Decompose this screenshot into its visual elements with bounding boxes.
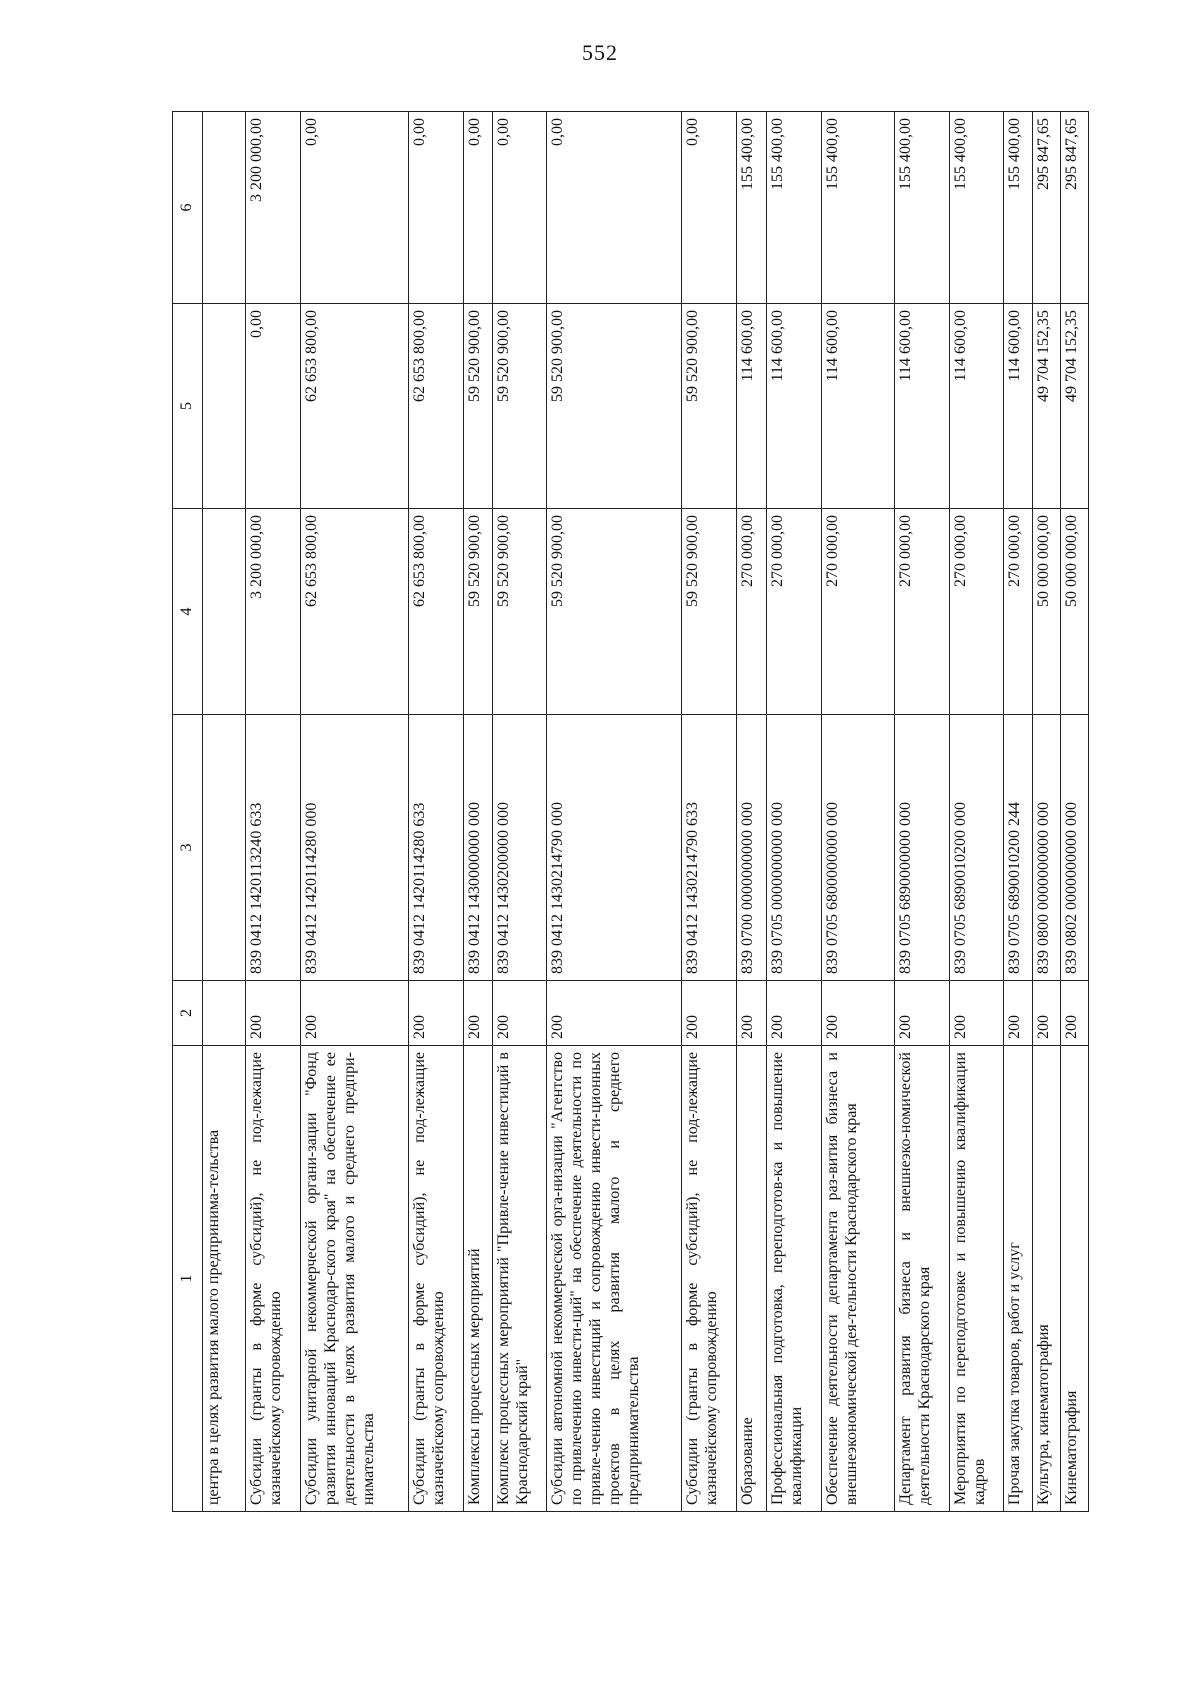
table-cell-3: 839 0705 0000000000 000 — [767, 715, 822, 981]
table-cell-6: 155 400,00 — [767, 112, 822, 304]
table-row — [950, 112, 1004, 1512]
table-row — [203, 112, 246, 1512]
table-cell-2: 200 — [682, 981, 737, 1046]
table-cell-4: 270 000,00 — [737, 509, 767, 715]
table-row — [1061, 112, 1089, 1512]
table-cell-6: 3 200 000,00 — [246, 112, 301, 304]
table-cell-3: 839 0412 1420114280 000 — [301, 715, 409, 981]
table-cell-1: Мероприятия по переподготовке и повышению квалификации кадров — [950, 1046, 1004, 1512]
table-cell-6: 155 400,00 — [950, 112, 1004, 304]
table-cell-2: 200 — [895, 981, 950, 1046]
table-cell-2: 200 — [1004, 981, 1033, 1046]
table-cell-4: 3 200 000,00 — [246, 509, 301, 715]
table-cell-2: 200 — [493, 981, 547, 1046]
table-cell-6: 295 847,65 — [1033, 112, 1061, 304]
table-cell-3: 839 0802 0000000000 000 — [1061, 715, 1089, 981]
table-cell-1: Образование — [737, 1046, 767, 1512]
table-row — [895, 112, 950, 1512]
table-cell-2: 200 — [737, 981, 767, 1046]
table-cell-5 — [203, 304, 246, 509]
table-cell-6: 0,00 — [301, 112, 409, 304]
table-cell-3: 839 0412 1430200000 000 — [493, 715, 547, 981]
table-cell-5: 114 600,00 — [767, 304, 822, 509]
table-cell-4: 59 520 900,00 — [547, 509, 682, 715]
table-cell-6: 0,00 — [493, 112, 547, 304]
table-cell-6: 0,00 — [464, 112, 493, 304]
rotated-table-wrapper — [172, 112, 1080, 1512]
table-cell-1: Культура, кинематография — [1033, 1046, 1061, 1512]
table-cell-5: 49 704 152,35 — [1061, 304, 1089, 509]
table-cell-5: 59 520 900,00 — [682, 304, 737, 509]
table-row — [547, 112, 682, 1512]
table-cell-4: 270 000,00 — [822, 509, 895, 715]
table-cell-1: Профессиональная подготовка, переподготов-ка и повышение квалификации — [767, 1046, 822, 1512]
table-cell-3: 839 0412 1420113240 633 — [246, 715, 301, 981]
table-cell-5: 59 520 900,00 — [464, 304, 493, 509]
table-cell-1: Комплекс процессных мероприятий "Привле-чение инвестиций в Краснодарский край" — [493, 1046, 547, 1512]
table-cell-3: 839 0412 1430000000 000 — [464, 715, 493, 981]
table-cell-4: 50 000 000,00 — [1061, 509, 1089, 715]
table-cell-5: 0,00 — [246, 304, 301, 509]
table-cell-4: 62 653 800,00 — [301, 509, 409, 715]
table-cell-5: 59 520 900,00 — [547, 304, 682, 509]
table-cell-1: Комплексы процессных мероприятий — [464, 1046, 493, 1512]
table-cell-2: 200 — [464, 981, 493, 1046]
table-cell-3: 839 0800 0000000000 000 — [1033, 715, 1061, 981]
table-cell-6: 0,00 — [682, 112, 737, 304]
table-cell-1: Субсидии (гранты в форме субсидий), не под-лежащие казначейскому сопровождению — [682, 1046, 737, 1512]
table-cell-5: 59 520 900,00 — [493, 304, 547, 509]
table-cell-3 — [203, 715, 246, 981]
header-cell: 2 — [173, 981, 203, 1046]
table-cell-6: 155 400,00 — [895, 112, 950, 304]
table-row — [464, 112, 493, 1512]
table-row — [767, 112, 822, 1512]
table-cell-1: Обеспечение деятельности департамента раз-вития бизнеса и внешнеэкономической дея-тельности Краснодарского края — [822, 1046, 895, 1512]
table-cell-1: Субсидии (гранты в форме субсидий), не под-лежащие казначейскому сопровождению — [409, 1046, 464, 1512]
table-cell-3: 839 0700 0000000000 000 — [737, 715, 767, 981]
table-row — [246, 112, 301, 1512]
table-row — [822, 112, 895, 1512]
table-cell-4: 50 000 000,00 — [1033, 509, 1061, 715]
table-row — [1004, 112, 1033, 1512]
table-cell-5: 62 653 800,00 — [301, 304, 409, 509]
table-cell-1: Субсидии унитарной некоммерческой органи-зации "Фонд развития инноваций Краснодар-ского края" на обеспечение ее деятельности в целях развития малого и среднего предпри-нимательства — [301, 1046, 409, 1512]
table-cell-1: Субсидии (гранты в форме субсидий), не под-лежащие казначейскому сопровождению — [246, 1046, 301, 1512]
table-cell-5: 114 600,00 — [895, 304, 950, 509]
table-cell-4: 270 000,00 — [895, 509, 950, 715]
table-cell-2: 200 — [822, 981, 895, 1046]
table-cell-4: 270 000,00 — [767, 509, 822, 715]
header-cell: 5 — [173, 304, 203, 509]
table-row — [1033, 112, 1061, 1512]
table-cell-5: 114 600,00 — [950, 304, 1004, 509]
table-cell-2: 200 — [409, 981, 464, 1046]
table-cell-4: 270 000,00 — [950, 509, 1004, 715]
table-cell-3: 839 0412 1430214790 000 — [547, 715, 682, 981]
table-cell-4: 62 653 800,00 — [409, 509, 464, 715]
table-cell-6: 155 400,00 — [822, 112, 895, 304]
table-cell-6: 0,00 — [409, 112, 464, 304]
table-cell-4 — [203, 509, 246, 715]
table-cell-1: Кинематография — [1061, 1046, 1089, 1512]
header-cell: 1 — [173, 1046, 203, 1512]
page-number: 552 — [582, 40, 618, 65]
table-cell-6 — [203, 112, 246, 304]
table-cell-4: 59 520 900,00 — [464, 509, 493, 715]
table-cell-3: 839 0705 6890010200 244 — [1004, 715, 1033, 981]
table-cell-2 — [203, 981, 246, 1046]
table-cell-2: 200 — [1033, 981, 1061, 1046]
table-cell-4: 270 000,00 — [1004, 509, 1033, 715]
table-cell-5: 114 600,00 — [1004, 304, 1033, 509]
table-row — [493, 112, 547, 1512]
table-cell-2: 200 — [950, 981, 1004, 1046]
table-cell-5: 49 704 152,35 — [1033, 304, 1061, 509]
header-cell: 6 — [173, 112, 203, 304]
header-cell: 3 — [173, 715, 203, 981]
table-cell-5: 114 600,00 — [737, 304, 767, 509]
table-cell-2: 200 — [246, 981, 301, 1046]
table-cell-3: 839 0705 6800000000 000 — [822, 715, 895, 981]
table-cell-5: 114 600,00 — [822, 304, 895, 509]
table-cell-6: 155 400,00 — [1004, 112, 1033, 304]
table-cell-1: Субсидии автономной некоммерческой орга-низации "Агентство по привлечению инвести-ций" на обеспечение деятельности по привле-чению инвестиций и сопровождению инвести-ционных проектов в целях развития малого и среднего предпринимательства — [547, 1046, 682, 1512]
table-cell-6: 0,00 — [547, 112, 682, 304]
table-row — [737, 112, 767, 1512]
table-cell-5: 62 653 800,00 — [409, 304, 464, 509]
header-cell: 4 — [173, 509, 203, 715]
table-cell-2: 200 — [547, 981, 682, 1046]
table-cell-4: 59 520 900,00 — [682, 509, 737, 715]
table-row — [301, 112, 409, 1512]
table-cell-1: Департамент развития бизнеса и внешнеэко-номической деятельности Краснодарского края — [895, 1046, 950, 1512]
table-cell-2: 200 — [767, 981, 822, 1046]
header-row — [173, 112, 203, 1512]
table-row — [409, 112, 464, 1512]
table-cell-1: центра в целях развития малого предпринима-тельства — [203, 1046, 246, 1512]
table-cell-3: 839 0705 6890000000 000 — [895, 715, 950, 981]
table-cell-3: 839 0412 1430214790 633 — [682, 715, 737, 981]
table-cell-6: 155 400,00 — [737, 112, 767, 304]
table-cell-3: 839 0705 6890010200 000 — [950, 715, 1004, 981]
budget-table — [172, 111, 1089, 1512]
table-cell-4: 59 520 900,00 — [493, 509, 547, 715]
table-cell-1: Прочая закупка товаров, работ и услуг — [1004, 1046, 1033, 1512]
table-cell-2: 200 — [301, 981, 409, 1046]
table-cell-2: 200 — [1061, 981, 1089, 1046]
table-cell-6: 295 847,65 — [1061, 112, 1089, 304]
table-cell-3: 839 0412 1420114280 633 — [409, 715, 464, 981]
table-row — [682, 112, 737, 1512]
